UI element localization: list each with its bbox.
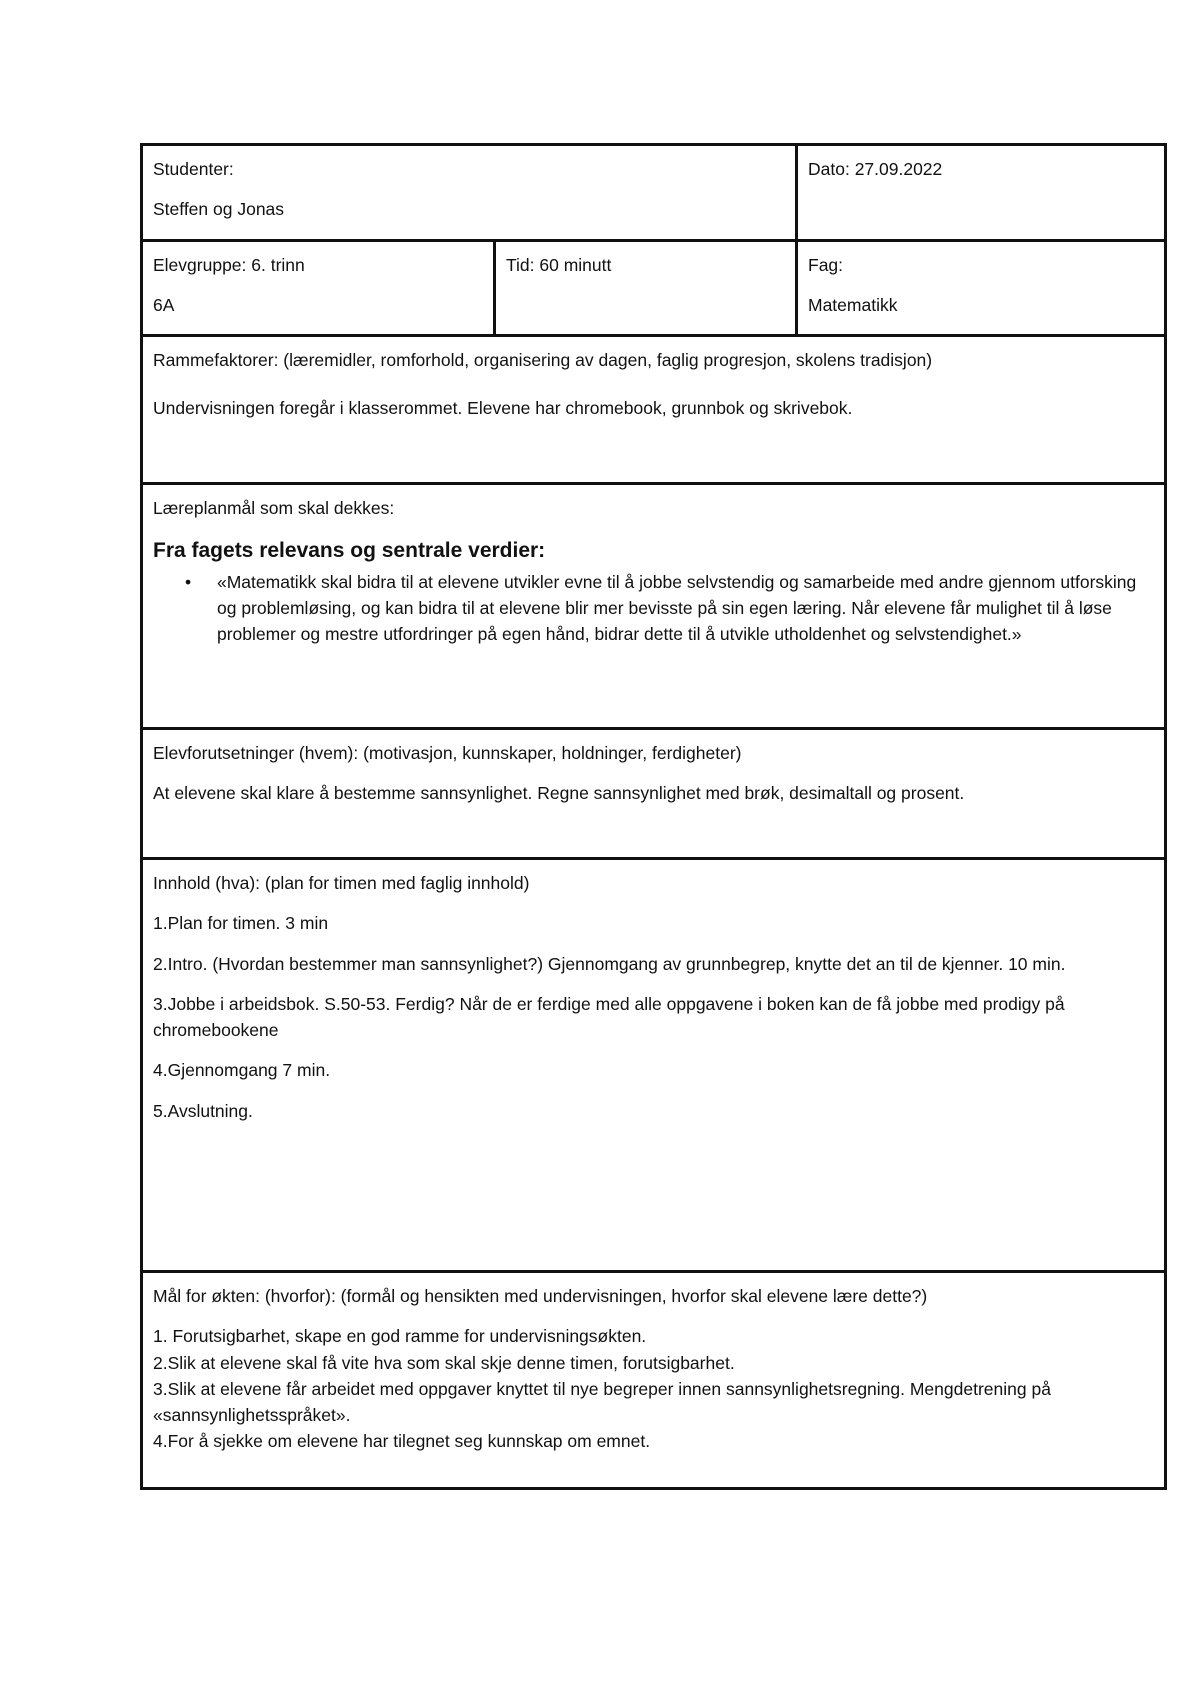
curriculum-heading: Fra fagets relevans og sentrale verdier:	[153, 539, 546, 563]
prerequisites-label: Elevforutsetninger (hvem): (motivasjon, kunnskaper, holdninger, ferdigheter)	[153, 743, 742, 763]
goals-item: 1. Forutsigbarhet, skape en god ramme for undervisningsøkten.	[153, 1326, 647, 1347]
curriculum-label: Læreplanmål som skal dekkes:	[153, 498, 395, 518]
curriculum-cell	[143, 485, 1164, 727]
time-cell	[493, 242, 795, 334]
prerequisites-row	[143, 730, 1164, 860]
group-value: 6A	[153, 295, 175, 316]
goals-item: 3.Slik at elevene får arbeidet med oppgaver knyttet til nye begreper innen sannsynlighetsregning. Mengdetrening på «sannsynlighetsspråket».	[153, 1378, 1051, 1425]
students-cell	[143, 146, 795, 239]
prerequisites-text: At elevene skal klare å bestemme sannsynlighet. Regne sannsynlighet med brøk, desimaltall og prosent.	[153, 783, 965, 804]
framework-label: Rammefaktorer: (læremidler, romforhold, organisering av dagen, faglig progresjon, skolens tradisjon)	[153, 350, 933, 370]
framework-text: Undervisningen foregår i klasserommet. Elevene har chromebook, grunnbok og skrivebok.	[153, 398, 853, 419]
date-text: Dato: 27.09.2022	[808, 159, 943, 179]
goals-row	[143, 1273, 1164, 1487]
students-value: Steffen og Jonas	[153, 199, 285, 220]
lesson-plan-table	[140, 143, 1167, 1490]
time-text: Tid: 60 minutt	[506, 255, 612, 275]
students-label: Studenter:	[153, 159, 234, 179]
curriculum-row	[143, 485, 1164, 730]
subject-label: Fag:	[808, 255, 844, 275]
content-item: 5.Avslutning.	[153, 1100, 253, 1121]
content-cell	[143, 860, 1164, 1270]
group-label: Elevgruppe: 6. trinn	[153, 255, 305, 275]
framework-row	[143, 337, 1164, 485]
curriculum-quote: • «Matematikk skal bidra til at elevene utvikler evne til å jobbe selvstendig og samarbeide med andre gjennom utforsking og problemløsing, og kan bidra til at elevene blir mer bevisste på sin egen læring. Når elevene får mulighet til å løse problemer og mestre utfordringer på egen hånd, bidrar dette til å utvikle utholdenhet og selvstendighet.»	[217, 569, 1154, 648]
content-item: 4.Gjennomgang 7 min.	[153, 1060, 331, 1081]
subject-cell	[795, 242, 1164, 334]
content-item: 3.Jobbe i arbeidsbok. S.50-53. Ferdig? Når de er ferdige med alle oppgavene i boken kan de få jobbe med prodigy på chromebookene	[153, 993, 1065, 1040]
group-cell	[143, 242, 493, 334]
framework-cell	[143, 337, 1164, 482]
content-item: 2.Intro. (Hvordan bestemmer man sannsynlighet?) Gjennomgang av grunnbegrep, knytte det an til de kjenner. 10 min.	[153, 953, 1066, 974]
content-item: 1.Plan for timen. 3 min	[153, 913, 329, 934]
goals-cell	[143, 1273, 1164, 1487]
info-row	[143, 242, 1164, 337]
subject-value: Matematikk	[808, 295, 898, 316]
goals-item: 2.Slik at elevene skal få vite hva som skal skje denne timen, forutsigbarhet.	[153, 1352, 735, 1373]
content-label: Innhold (hva): (plan for timen med faglig innhold)	[153, 873, 530, 893]
header-row	[143, 146, 1164, 242]
goals-item: 4.For å sjekke om elevene har tilegnet seg kunnskap om emnet.	[153, 1431, 651, 1452]
curriculum-quote-list	[153, 569, 1154, 648]
goals-label: Mål for økten: (hvorfor): (formål og hensikten med undervisningen, hvorfor skal elevene lære dette?)	[153, 1286, 928, 1306]
prerequisites-cell	[143, 730, 1164, 857]
content-row	[143, 860, 1164, 1273]
date-cell	[795, 146, 1164, 239]
